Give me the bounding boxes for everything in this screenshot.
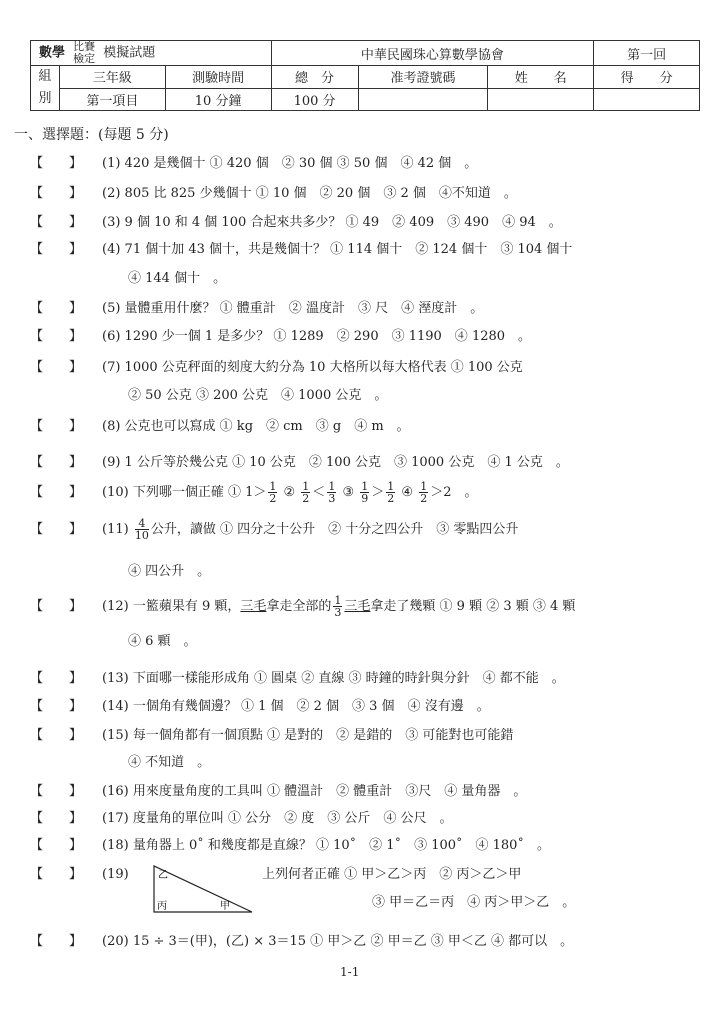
question-7: 【 】 (7) 1000 公克秤面的刻度大約分為 10 大格所以每大格代表 ① 100 公克 <box>30 356 523 375</box>
question-6: 【 】 (6) 1290 少一個 1 是多少？ ① 1289 ② 290 ③ 1190 ④ 1280 。 <box>30 325 531 344</box>
question-4: 【 】 (4) 71 個十加 43 個十，共是幾個十？ ① 114 個十 ② 124 個十 ③ 104 個十 <box>30 238 572 257</box>
question-13: 【 】 (13) 下面哪一樣能形成角 ① 圓桌 ② 直線 ③ 時鐘的時針與分針 ④ 都不能 。 <box>30 667 565 686</box>
section-title: 一、選擇題：(每題 5 分) <box>14 127 169 143</box>
question-19-line2: ③ 甲＝乙＝丙 ④ 丙＞甲＞乙 。 <box>372 895 576 910</box>
answer-bracket[interactable]: 【 】 <box>30 301 83 316</box>
question-19-line1: 上列何者正確 ① 甲＞乙＞丙 ② 丙＞乙＞甲 <box>262 867 522 882</box>
question-15: 【 】 (15) 每一個角都有一個頂點 ① 是對的 ② 是錯的 ③ 可能對也可能錯 <box>30 724 513 743</box>
answer-bracket[interactable]: 【 】 <box>30 485 83 500</box>
answer-bracket[interactable]: 【 】 <box>30 419 83 434</box>
exam-name: 模擬試題 <box>103 45 156 61</box>
question-7-cont: ② 50 公克 ③ 200 公克 ④ 1000 公克 。 <box>128 388 388 403</box>
triangle-figure <box>150 862 255 914</box>
time-label: 測驗時間 <box>165 66 271 89</box>
vertex-label-top: 乙 <box>158 870 168 881</box>
group-label: 組 別 <box>31 66 60 111</box>
answer-bracket[interactable]: 【 】 <box>30 811 83 826</box>
answer-bracket[interactable]: 【 】 <box>30 671 83 686</box>
question-4-cont: ④ 144 個十 。 <box>128 271 227 286</box>
answer-bracket[interactable]: 【 】 <box>30 599 83 614</box>
time-value: 10 分鐘 <box>165 88 271 111</box>
question-3: 【 】 (3) 9 個 10 和 4 個 100 合起來共多少？ ① 49 ② 409 ③ 490 ④ 94 。 <box>30 211 562 230</box>
answer-bracket[interactable]: 【 】 <box>30 186 83 201</box>
subject-label: 數學 <box>39 45 66 61</box>
score-label: 得 分 <box>594 66 700 89</box>
answer-bracket[interactable]: 【 】 <box>30 455 83 470</box>
page-number: 1-1 <box>340 965 360 979</box>
question-19: 【 】 (19) <box>30 863 129 882</box>
answer-bracket[interactable]: 【 】 <box>30 838 83 853</box>
organization-name: 中華民國珠心算數學協會 <box>271 41 594 66</box>
question-2: 【 】 (2) 805 比 825 少幾個十 ① 10 個 ② 20 個 ③ 2 個 ④不知道 。 <box>30 182 517 201</box>
total-label: 總 分 <box>271 66 358 89</box>
exam-id-label: 准考證號碼 <box>358 66 488 89</box>
exam-id-field[interactable] <box>358 88 488 111</box>
answer-bracket[interactable]: 【 】 <box>30 867 83 882</box>
exam-title-cell <box>31 41 272 66</box>
answer-bracket[interactable]: 【 】 <box>30 934 83 949</box>
answer-bracket[interactable]: 【 】 <box>30 360 83 375</box>
grade-value: 三年級 <box>60 66 166 89</box>
question-12: 【 】 (12) 一籃蘋果有 9 顆，三毛拿走全部的 $\frac{1}{3}$ 三毛拿走了幾顆 ① 9 顆 ② 3 顆 ③ 4 顆 <box>30 594 576 619</box>
question-8: 【 】 (8) 公克也可以寫成 ① kg ② cm ③ g ④ m 。 <box>30 415 410 434</box>
answer-bracket[interactable]: 【 】 <box>30 784 83 799</box>
name-field[interactable] <box>488 88 594 111</box>
question-10: 【 】 (10) 下列哪一個正確 ① 1＞ $\frac{1}{2}$ ② $\frac{1}{2}$ ＜ $\frac{1}{3}$ ③ $\frac{1}{9}$ ＞ $\frac{1}{2}$ ④ $\frac{1}{2}$ ＞2 。 <box>30 480 478 505</box>
question-5: 【 】 (5) 量體重用什麼？ ① 體重計 ② 溫度計 ③ 尺 ④ 溼度計 。 <box>30 297 483 316</box>
question-1: 【 】 (1) 420 是幾個十 ① 420 個 ② 30 個 ③ 50 個 ④ 42 個 。 <box>30 152 477 171</box>
answer-bracket[interactable]: 【 】 <box>30 242 83 257</box>
question-20: 【 】 (20) 15 ÷ 3＝(甲)，(乙) × 3＝15 ① 甲＞乙 ② 甲＝乙 ③ 甲＜乙 ④ 都可以 。 <box>30 930 573 949</box>
question-14: 【 】 (14) 一個角有幾個邊？ ① 1 個 ② 2 個 ③ 3 個 ④ 沒有邊 。 <box>30 695 490 714</box>
total-value: 100 分 <box>271 88 358 111</box>
score-field[interactable] <box>594 88 700 111</box>
question-11: 【 】 (11) $\frac{4}{10}$ 公升，讀做 ① 四分之十公升 ② 十分之四公升 ③ 零點四公升 <box>30 517 519 542</box>
answer-bracket[interactable]: 【 】 <box>30 699 83 714</box>
answer-bracket[interactable]: 【 】 <box>30 728 83 743</box>
triangle-shape <box>154 866 252 912</box>
question-9: 【 】 (9) 1 公斤等於幾公克 ① 10 公克 ② 100 公克 ③ 1000 公克 ④ 1 公克 。 <box>30 451 569 470</box>
name-label: 姓 名 <box>488 66 594 89</box>
question-18: 【 】 (18) 量角器上 0˚ 和幾度都是直線？ ① 10˚ ② 1˚ ③ 100˚ ④ 180˚ 。 <box>30 834 550 853</box>
answer-bracket[interactable]: 【 】 <box>30 522 83 537</box>
question-17: 【 】 (17) 度量角的單位叫 ① 公分 ② 度 ③ 公斤 ④ 公尺 。 <box>30 807 452 826</box>
exam-type: 比賽 檢定 <box>73 40 96 65</box>
answer-bracket[interactable]: 【 】 <box>30 156 83 171</box>
question-16: 【 】 (16) 用來度量角度的工具叫 ① 體溫計 ② 體重計 ③尺 ④ 量角器 。 <box>30 780 526 799</box>
question-15-cont: ④ 不知道 。 <box>128 755 211 770</box>
exam-header-table <box>30 40 700 111</box>
answer-bracket[interactable]: 【 】 <box>30 215 83 230</box>
item-value: 第一項目 <box>60 88 166 111</box>
round-label: 第一回 <box>594 41 700 66</box>
question-12-cont: ④ 6 顆 。 <box>128 634 197 649</box>
vertex-label-left: 丙 <box>157 901 167 912</box>
question-11-cont: ④ 四公升 。 <box>128 564 211 579</box>
answer-bracket[interactable]: 【 】 <box>30 329 83 344</box>
vertex-label-right: 甲 <box>220 901 230 912</box>
